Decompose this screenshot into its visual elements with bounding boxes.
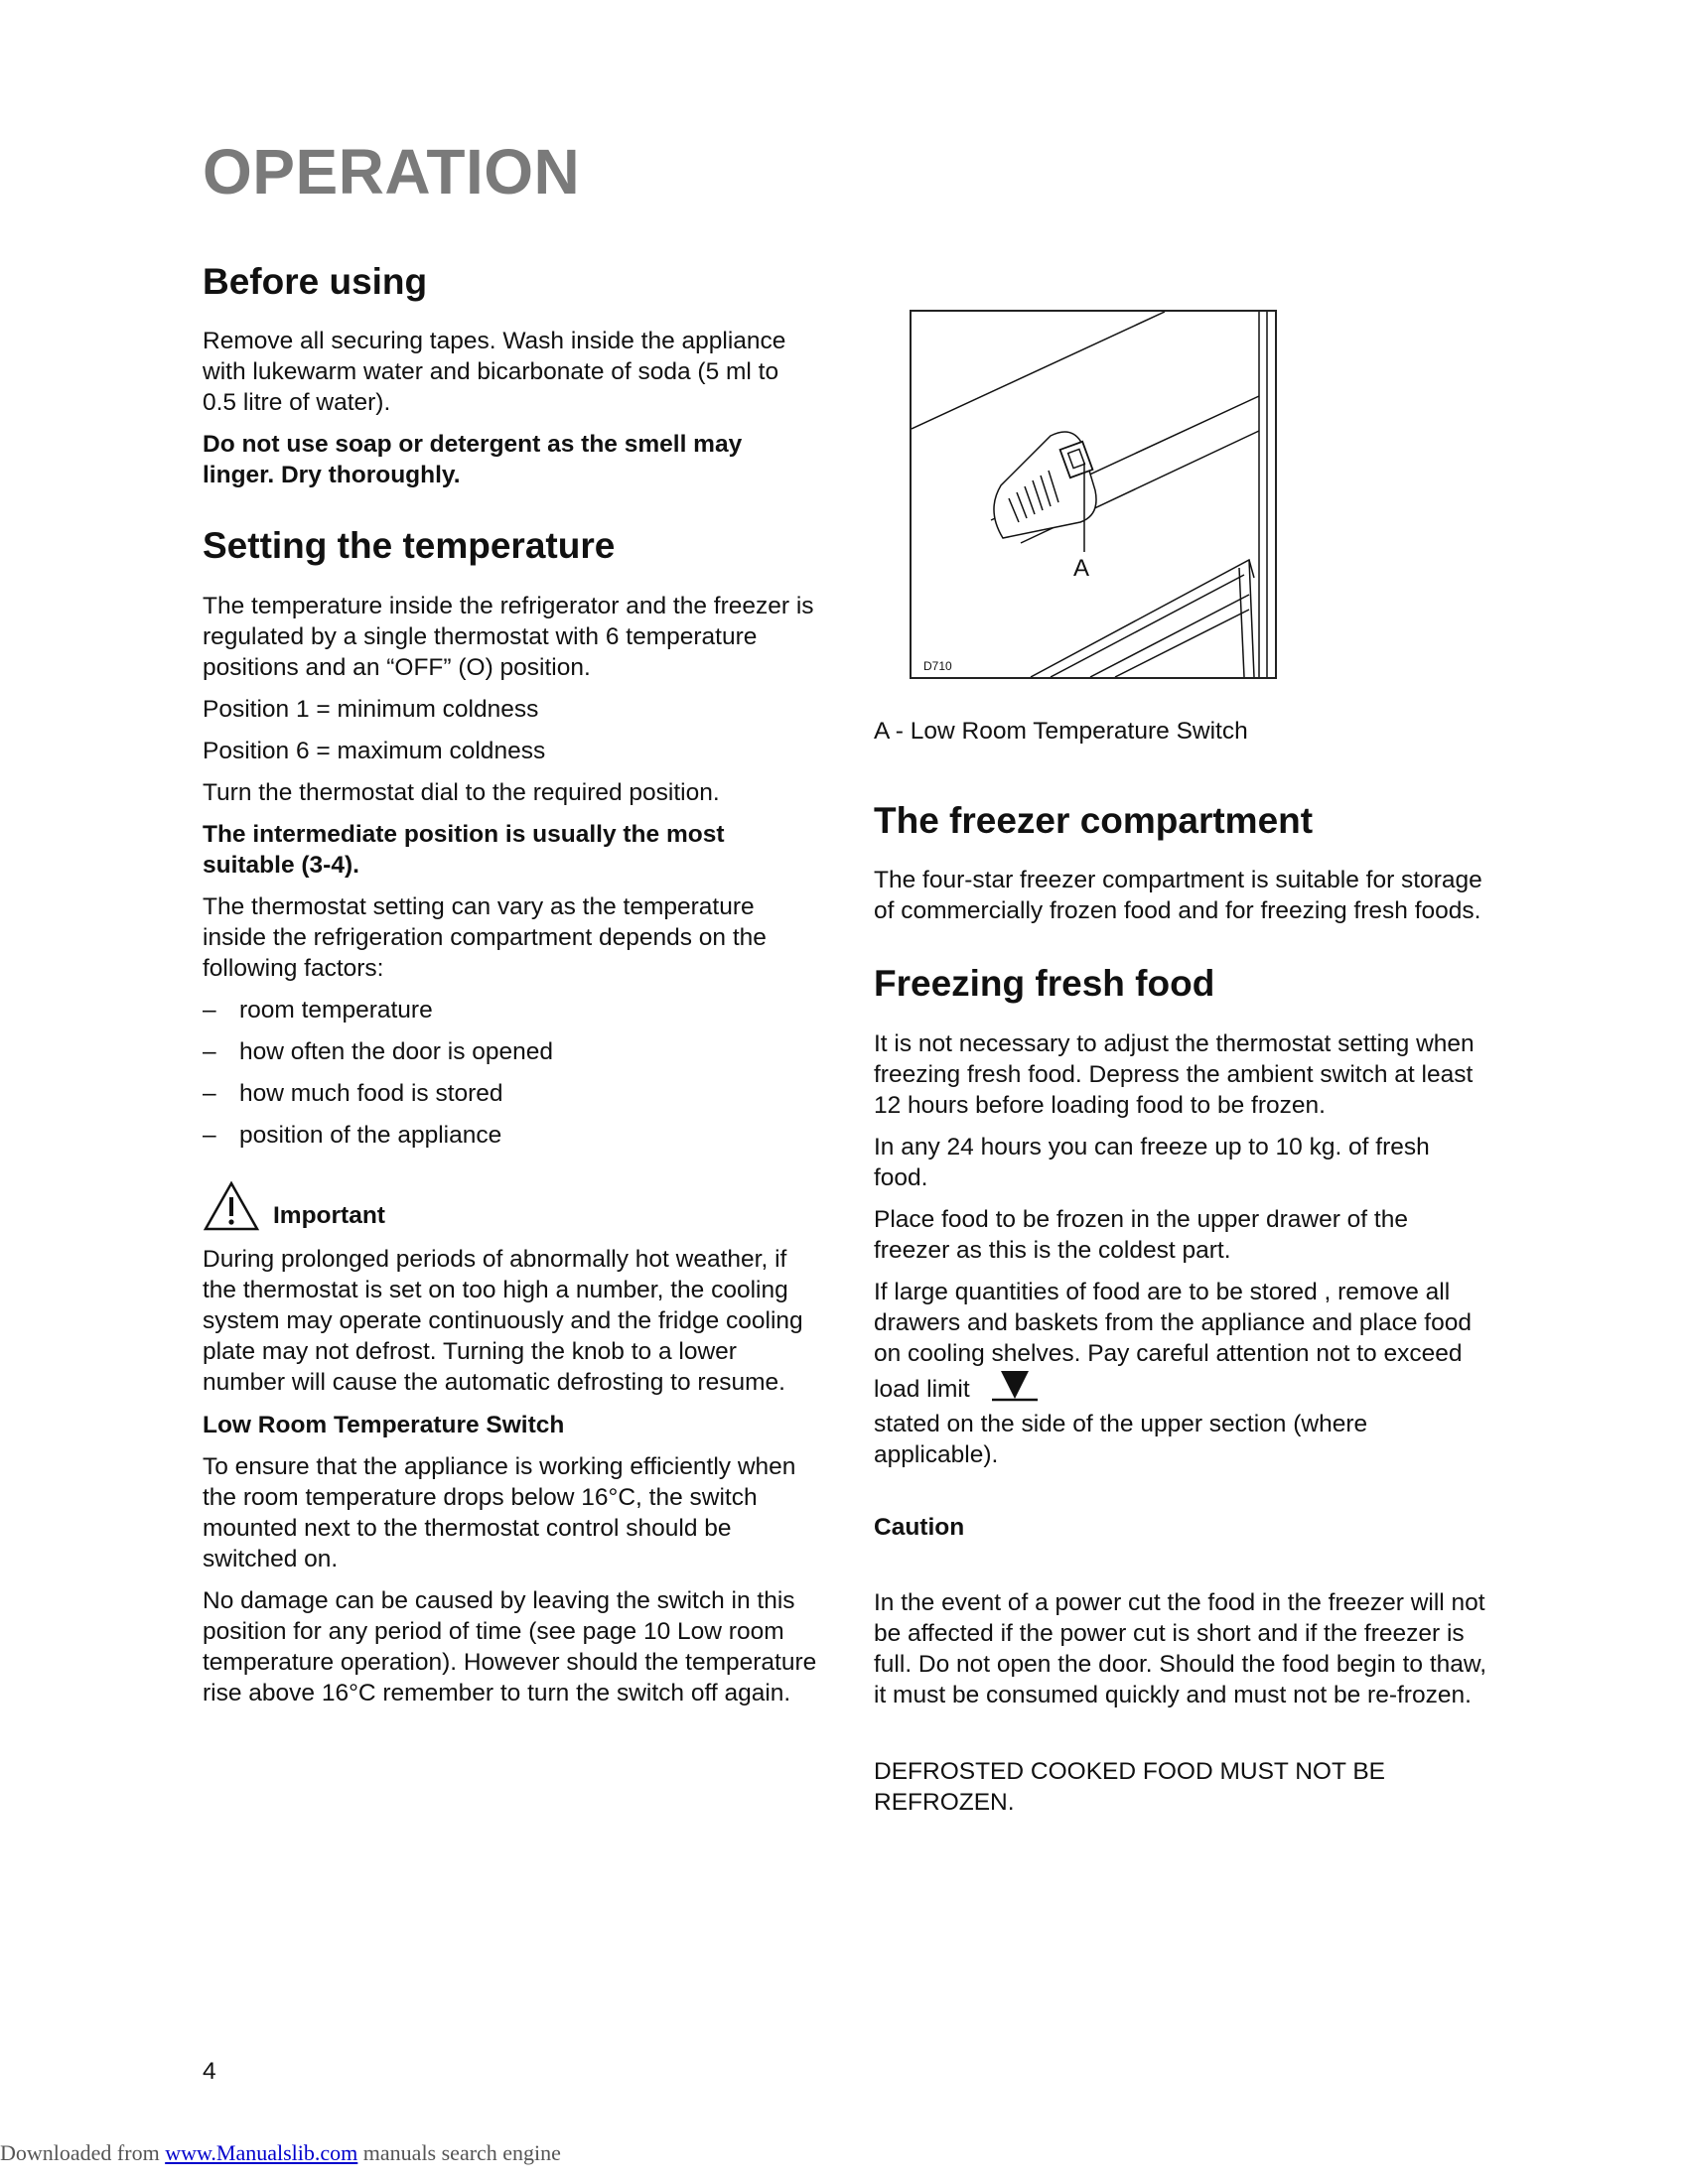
- freezing-text-3: Place food to be frozen in the upper drawer of the freezer as this is the coldest part.: [874, 1205, 1408, 1264]
- download-footer: [0, 2140, 561, 2166]
- low-room-text-2: No damage can be caused by leaving the switch in this position for any period of time (see page 10 Low room temperature operation). However should the temperature rise above 16°C remember to turn the switch off again.: [203, 1586, 817, 1706]
- page-title: OPERATION: [203, 136, 581, 207]
- important-text: During prolonged periods of abnormally hot weather, if the thermostat is set on too high a number, the cooling system may operate continuously and the fridge cooling plate may not defrost. Turning the knob to a lower number will cause the automatic defrosting to resume.: [203, 1245, 803, 1396]
- thermostat-factors-intro: The thermostat setting can vary as the temperature inside the refrigeration compartment depends on the following factors:: [203, 892, 767, 982]
- before-using-text: Remove all securing tapes. Wash inside the appliance with lukewarm water and bicarbonate of soda (5 ml to 0.5 litre of water).: [203, 328, 786, 417]
- figure-code: D710: [923, 659, 952, 673]
- manualslib-link[interactable]: www.Manualslib.com: [165, 2140, 358, 2165]
- footer-prefix: Downloaded from: [0, 2140, 166, 2165]
- freezing-text-4: [874, 1277, 1489, 1405]
- list-item: – room temperature: [203, 995, 818, 1025]
- section-freezing-fresh-food: [874, 962, 1489, 1469]
- position-max: Position 6 = maximum coldness: [203, 737, 546, 764]
- left-column: [203, 260, 818, 1719]
- section-before-using: [203, 260, 818, 490]
- freezing-text-4-body: If large quantities of food are to be stored , remove all drawers and baskets from the appliance and place food on cooling shelves. Pay careful attention not to exceed load limit: [874, 1278, 1472, 1403]
- position-min: Position 1 = minimum coldness: [203, 695, 539, 723]
- heading-caution: Caution: [874, 1513, 965, 1541]
- turn-dial-text: Turn the thermostat dial to the required position.: [203, 778, 720, 806]
- warning-icon: [203, 1180, 260, 1232]
- section-setting-temperature: [203, 524, 818, 1150]
- setting-temperature-intro: The temperature inside the refrigerator and the freezer is regulated by a single thermostat with 6 temperature positions and an “OFF” (O) position.: [203, 592, 814, 681]
- figure-caption: A - Low Room Temperature Switch: [874, 718, 1248, 745]
- factors-list: [203, 995, 818, 1151]
- right-column: [874, 799, 1489, 1829]
- section-caution: [874, 1514, 1489, 1818]
- list-item: – how often the door is opened: [203, 1036, 818, 1067]
- freezing-text-5: stated on the side of the upper section (where applicable).: [874, 1410, 1368, 1468]
- heading-setting-temperature: Setting the temperature: [203, 525, 616, 567]
- caution-text: In the event of a power cut the food in the freezer will not be affected if the power cut is short and if the freezer is full. Do not open the door. Should the food begin to thaw, it must be consumed quickly and must not be re-frozen.: [874, 1588, 1487, 1708]
- caution-refreeze-warning: DEFROSTED COOKED FOOD MUST NOT BE REFROZEN.: [874, 1757, 1386, 1816]
- load-limit-icon: [992, 1369, 1038, 1403]
- page-number: 4: [203, 2058, 216, 2085]
- footer-suffix: manuals search engine: [357, 2140, 561, 2165]
- section-freezer-compartment: [874, 799, 1489, 926]
- freezing-text-2: In any 24 hours you can freeze up to 10 kg. of fresh food.: [874, 1133, 1430, 1191]
- figure-label-a: A: [1073, 555, 1090, 582]
- thermostat-drawing: [912, 312, 1275, 677]
- important-callout: [203, 1180, 818, 1232]
- intermediate-position-note: The intermediate position is usually the most suitable (3-4).: [203, 820, 725, 879]
- list-item: – how much food is stored: [203, 1078, 818, 1109]
- freezing-text-1: It is not necessary to adjust the thermostat setting when freezing fresh food. Depress the ambient switch at least 12 hours before loading food to be frozen.: [874, 1029, 1475, 1119]
- before-using-warning: Do not use soap or detergent as the smell may linger. Dry thoroughly.: [203, 431, 743, 489]
- freezer-compartment-text: The four-star freezer compartment is suitable for storage of commercially frozen food and for freezing fresh foods.: [874, 867, 1482, 925]
- heading-freezer-compartment: The freezer compartment: [874, 800, 1314, 841]
- low-room-text-1: To ensure that the appliance is working efficiently when the room temperature drops below 16°C, the switch mounted next to the thermostat control should be switched on.: [203, 1452, 796, 1572]
- heading-before-using: Before using: [203, 261, 428, 302]
- important-label: Important: [273, 1201, 385, 1229]
- list-item: – position of the appliance: [203, 1120, 818, 1151]
- heading-freezing-fresh-food: Freezing fresh food: [874, 963, 1215, 1005]
- thermostat-illustration: [910, 310, 1277, 679]
- heading-low-room-temperature-switch: Low Room Temperature Switch: [203, 1411, 565, 1438]
